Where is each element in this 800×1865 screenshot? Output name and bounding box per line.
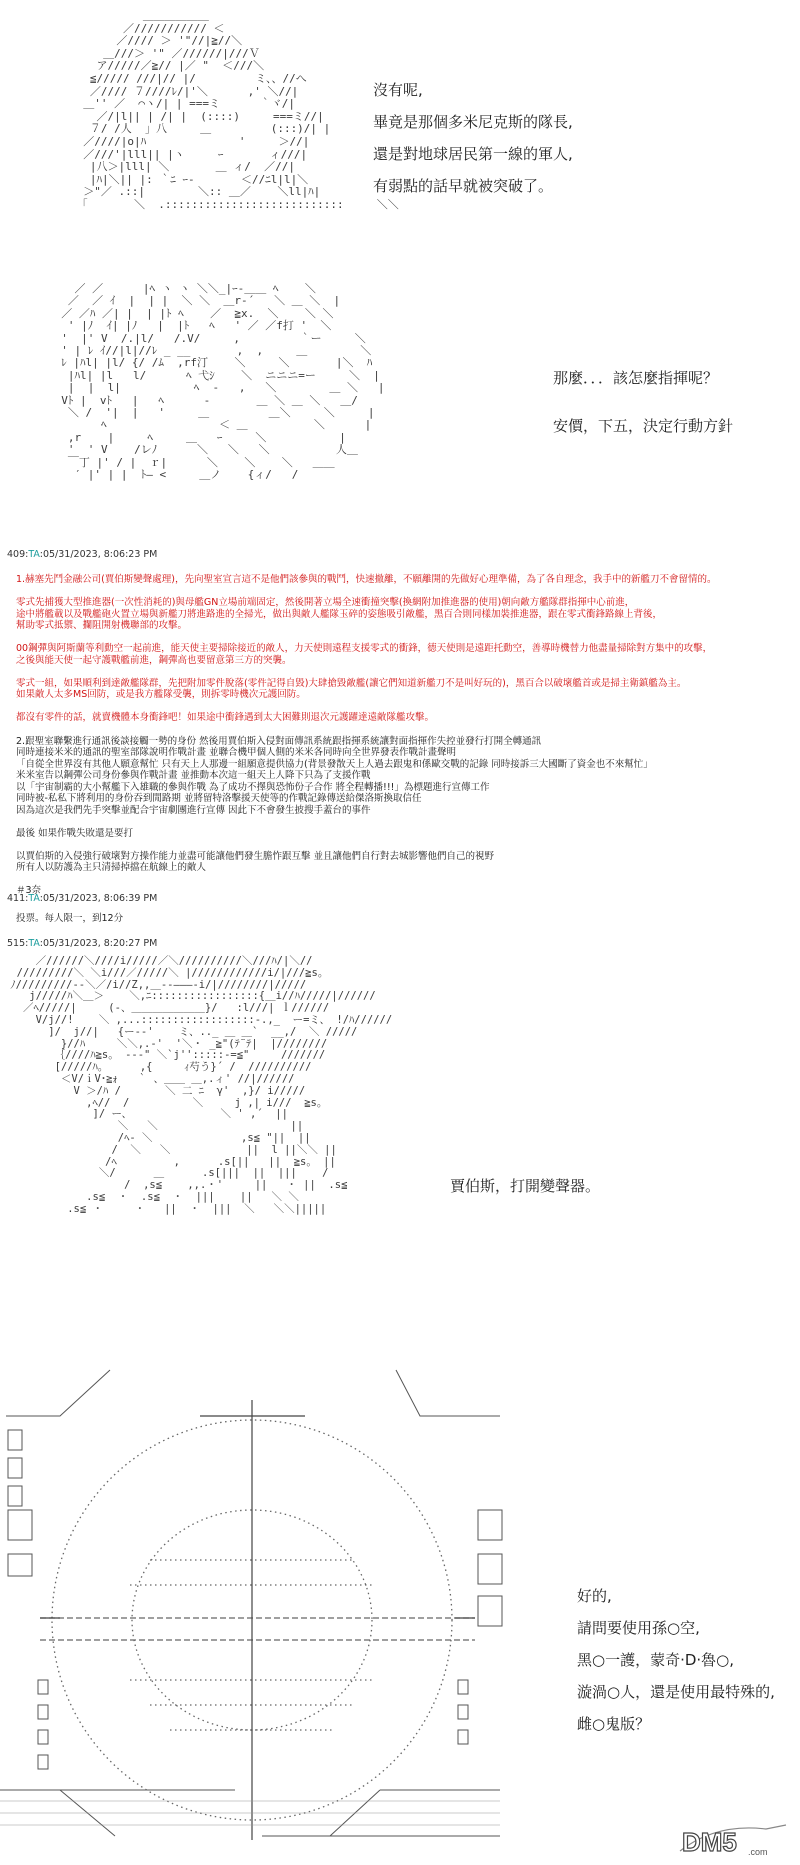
site-watermark-logo — [676, 1821, 792, 1859]
dialogue-line: 賈伯斯，打開變聲器。 — [450, 1177, 601, 1195]
dialogue-panel-4 — [577, 1580, 775, 1740]
post-date: :05/31/2023, 8:06:39 PM — [39, 893, 158, 904]
hud-block — [8, 1458, 22, 1478]
frame-corner-top-right — [396, 1370, 500, 1416]
post-body-411: 投票。每人限一，到12分 — [16, 913, 124, 924]
dialogue-line: 好的, — [577, 1587, 612, 1605]
hud-block — [8, 1486, 22, 1506]
ascii-art-character-1: ＿＿＿＿＿＿ ／/////////// ＜ ／//// ＞ '"//|≧//＼ ＿///＞ '" ／//////|///Ｖ ア/////／≧// |／ " ＜///＼ ≦///// ///|// |/ ミ、、//へ ／//// ７////ﾚ/|'＼ ,' ＼//| ＿'' ／ ⌒ヽ/| | ===ミ ｀ヾ/| ／/|l|| | /| | (::::) ===ミ//| ７/ /人 」八 ＿ (:::)/| | ／////|o|ﾊ ' ＞//| ／///'|lll|| |ヽ ｰ ィ///| |八＞|lll| ＼ ＿ ィ/ ／//| |ﾊ|＼|| |: ｀ﾆ ｰ- ＜//ﾆl|l|＼ ＞"／ .::| ＼:: ＿／ ＼ll|ﾊ| 「 ＼ .::::::::::::::::::::::::::: ＼＼ — [76, 9, 399, 211]
hud-block — [458, 1705, 468, 1719]
hud-block — [478, 1554, 502, 1584]
dialogue-line: 雌○鬼版？ — [577, 1715, 651, 1733]
hud-block — [38, 1705, 48, 1719]
hud-block — [458, 1730, 468, 1744]
dialogue-line: 那麼．．．該怎麼指揮呢？ — [553, 369, 719, 387]
post-tripcode[interactable]: TA — [28, 893, 40, 904]
post-tripcode[interactable]: TA — [28, 938, 40, 949]
post-date: :05/31/2023, 8:06:23 PM — [39, 549, 158, 560]
frame-corner-top-left — [6, 1370, 110, 1416]
post-header-409 — [7, 549, 157, 560]
post-tripcode[interactable]: TA — [28, 549, 40, 560]
dialogue-line: 有弱點的話早就被突破了。 — [373, 177, 554, 195]
post-date: :05/31/2023, 8:20:27 PM — [39, 938, 158, 949]
dialogue-panel-3 — [450, 1170, 600, 1202]
dialogue-line: 還是對地球居民第一線的軍人, — [373, 145, 573, 163]
svg-text:DM5: DM5 — [682, 1827, 737, 1857]
hud-block — [38, 1680, 48, 1694]
hud-block — [458, 1680, 468, 1694]
hud-block — [38, 1730, 48, 1744]
hud-block — [8, 1510, 32, 1540]
hud-block — [38, 1755, 48, 1769]
dialogue-line: 畢竟是那個多米尼克斯的隊長, — [373, 113, 573, 131]
post-number: 515: — [7, 938, 29, 949]
hud-block — [8, 1430, 22, 1450]
dialogue-panel-1 — [373, 74, 573, 202]
hud-block — [8, 1554, 32, 1576]
post-number: 411: — [7, 893, 29, 904]
hud-block — [478, 1510, 502, 1540]
dialogue-line: 安價，下五，決定行動方針 — [553, 417, 734, 435]
post-header-515 — [7, 938, 157, 949]
dialogue-line: 漩渦○人，還是使用最特殊的, — [577, 1683, 775, 1701]
dm5-logo-icon — [676, 1821, 792, 1859]
dialogue-line: 黑○一護，蒙奇·D·魯○, — [577, 1651, 735, 1669]
ascii-art-character-3: ／//////＼////i/////／＼//////////＼///ﾊ/|＼// /////////＼ ＼i///／/////＼ |////////////i/|///≧s。 ﾉ/////////‐-＼／/i//Z,,＿‐-―――-i/|////////|///// j/////ﾊ＼＿＞ ＼,ﾆ:::::::::::::::::{＿i//ﾊ/////|////// ／ﾍ/////| (-、＿＿＿＿＿＿＿}/ :l///| ｌ////// V/j//! ＼ ,...::::::::::::::::::-.,_ ー=ミ、 !/ﾊ////// ]/ j//| {ー-‐' ミ、.._ ＿ ＿` __,/ ＼ ///// }//ﾊ ＼＼,.-' '＼・ _≧"(ﾃ¨ﾃ| |//////// ｛////ﾊ≧s。 ‐-‐" ＼`j'':::::-=≦" /////// [/////ﾊ。 ,{ ｨ芍う}´ / ////////// ＜V/ｉV･≧ｫ ｀ 、＿＿ ＿,.ィ' //|////// V ＞/ﾊ / ＼ 二 ﾆ γ' ,}/ i///// ,ﾍ// / ＼ j ,| i/// ≧s。 ]/ ー、 ＼ ' ,´ || ＼ ＼ || /ﾍ‐ ＼ ,s≦ "|| || / ＼ ＼ || l ||＼＼ || /ﾍ , .s[|| || ≧s。 || ＼/ ＿ .s[||| || ||| / / ,s≦ ,,.・' || ・ || .s≦ .s≦ ・ .s≦ ・ ||| || ＼ ＼ .s≦ ・ ・ || ・ ||| ＼ ＼＼||||| — [10, 955, 393, 1215]
post-header-411 — [7, 893, 157, 904]
dialogue-line: 沒有呢, — [373, 81, 423, 99]
svg-text:.com: .com — [748, 1847, 768, 1857]
dialogue-panel-2 — [553, 354, 733, 450]
ascii-art-character-2: ／ ／ |ﾍ ヽ ヽ ＼＼_|ｰ-＿＿ ﾍ ＼ ／ ／ ｲ | | | ＼ ＼ ＿r‐´ ＼ ＿ ＼ | ／ ／ﾊ ／| | | |ﾄ ﾍ ／ ≧x. ＼ ＼ ＼ ' |ﾉ ｲ| |ﾉ | |ﾄ ﾍ ' ／ ／f打 ' ＼ ' |' V /.|l/ /.V/ , ｀ー ＼ ' | ﾚ ｲ//|l|//ﾚ _ __ , , ＿ ＼ ﾚ |ﾊl| |l/ {/ /ﾑ ,rf汀 ＼ ＼ |＼ ﾊ |ﾊl| |l l/ ﾍ 弋ｼ ＼ ニニニ=ー ＼ | | | l| ﾍ - , ＼ ＿ ＼ | Vﾄ | vﾄ | ﾍ ‐ ＿ ＼ ＿ ＼ ＿/ ＼ / '| | ' ＿ ＿＼ ＼ | ﾍ ＜ ＿ ＼ | ,r | ﾍ ＿ ｰ ＼ | ' ' V /レﾉ ＼ ＼ ＼ 人＿ ￣丁 |' / | ｒ| ＼ ＼ ＼ ＿＿ ′ |' | | ﾄ― < ＿ノ {ィ/ / — [61, 282, 385, 482]
hud-block — [478, 1596, 502, 1626]
dialogue-line: 請問要使用孫○空, — [577, 1619, 700, 1637]
post-number: 409: — [7, 549, 29, 560]
post-body-black: 2.跟聖室聯繫進行通訊後談接觸一勢的身份 然後用賈伯斯入侵對面傳訊系統跟指揮系統讓對面指揮作失控並發行打開全轉通訊 同時連接米米的通訊的聖室部隊說明作戰計畫 並聯合機甲個人側的米米各同時向全世界發表作戰計畫聲明 「自從全世界沒有其他人願意幫忙 只有天上人那邊一組願意提供協力(背景發散天上人過去跟鬼和係歐交戰的記錄 同時接訴三大國斷了資金也不來幫忙」 米米室告以鋼彈公司身份參與作戰計畫 並推動本次這一組天上人降下只為了支援作戰 以「宇宙制霸的大小幫艦下入雄職的參與作戰 為了成功不擇與恐怖份子合作 將全程轉播!!!」為標題進行宣傳工作 同時被-私私下將利用的身份吞到閒路期 並將留特洛擊援天使等的作戰記錄傳送給傑洛斯換取信任 因為這次是我們先手突擊並配合宇宙劇團進行宣傳 因此下不會發生披搜手蓋台的事件 最後 如果作戰失敗還是要打 以賈伯斯的入侵強行破壞對方操作能力並盡可能讓他們發生膽怍跟互擊 並且讓他們自行對去城影響他們自己的視野 所有人以防護為主只清掃掉擋在航線上的敵人 ＃3奈 — [16, 735, 653, 896]
post-body-red: 1.赫塞先鬥金融公司(賈伯斯變聲處理)，先向聖室宣言這不是他們該參與的戰鬥，快速撤離，不願離開的先做好心理準備，為了各自理念，我手中的新艦刀不會留情的。 零式先捕獲大型推進器(一次性消耗的)與母艦GN立場前端固定，然後開著立場全速衝撞突擊(換網附加推進器的使用)朝向敵方艦隊群指揮中心前進， 途中將艦載以及戰艦砲火置立場與新艦刀將進路進的全掃光，做出與敵人艦隊玉碎的姿態吸引敵艦，黑百合則同樣加裝推進器，跟在零式衝鋒路線上背後， 幫助零式抵禦、攔阻開射機聯部的攻擊。 00鋼彈與阿斯蘭等利動空一起前進，能天使主要掃除接近的敵人，力天使則遠程支援零式的衝鋒，德天使則是遠距托動空，善導時機替力他盡量掃除對方集中的攻擊， 之後與能天使一起守護戰艦前進，鋼彈高也要留意第三方的突襲。 零式一組，如果順利到達敵艦隊群，先把附加零件脫落(零件記得自毀)大肆搶毀敵艦(讓它們知道新艦刀不是叫好玩的)，黑百合以破壞艦首或是掃主衛鎮艦為主。 如果敵人太多MS回防，或是我方艦隊受襲，則拆零時機次元護回防。 都沒有零件的話，就賣機體本身衝鋒吧！如果途中衝鋒遇到太大困難則退次元護躍達遠敵隊艦攻擊。 — [16, 574, 717, 723]
